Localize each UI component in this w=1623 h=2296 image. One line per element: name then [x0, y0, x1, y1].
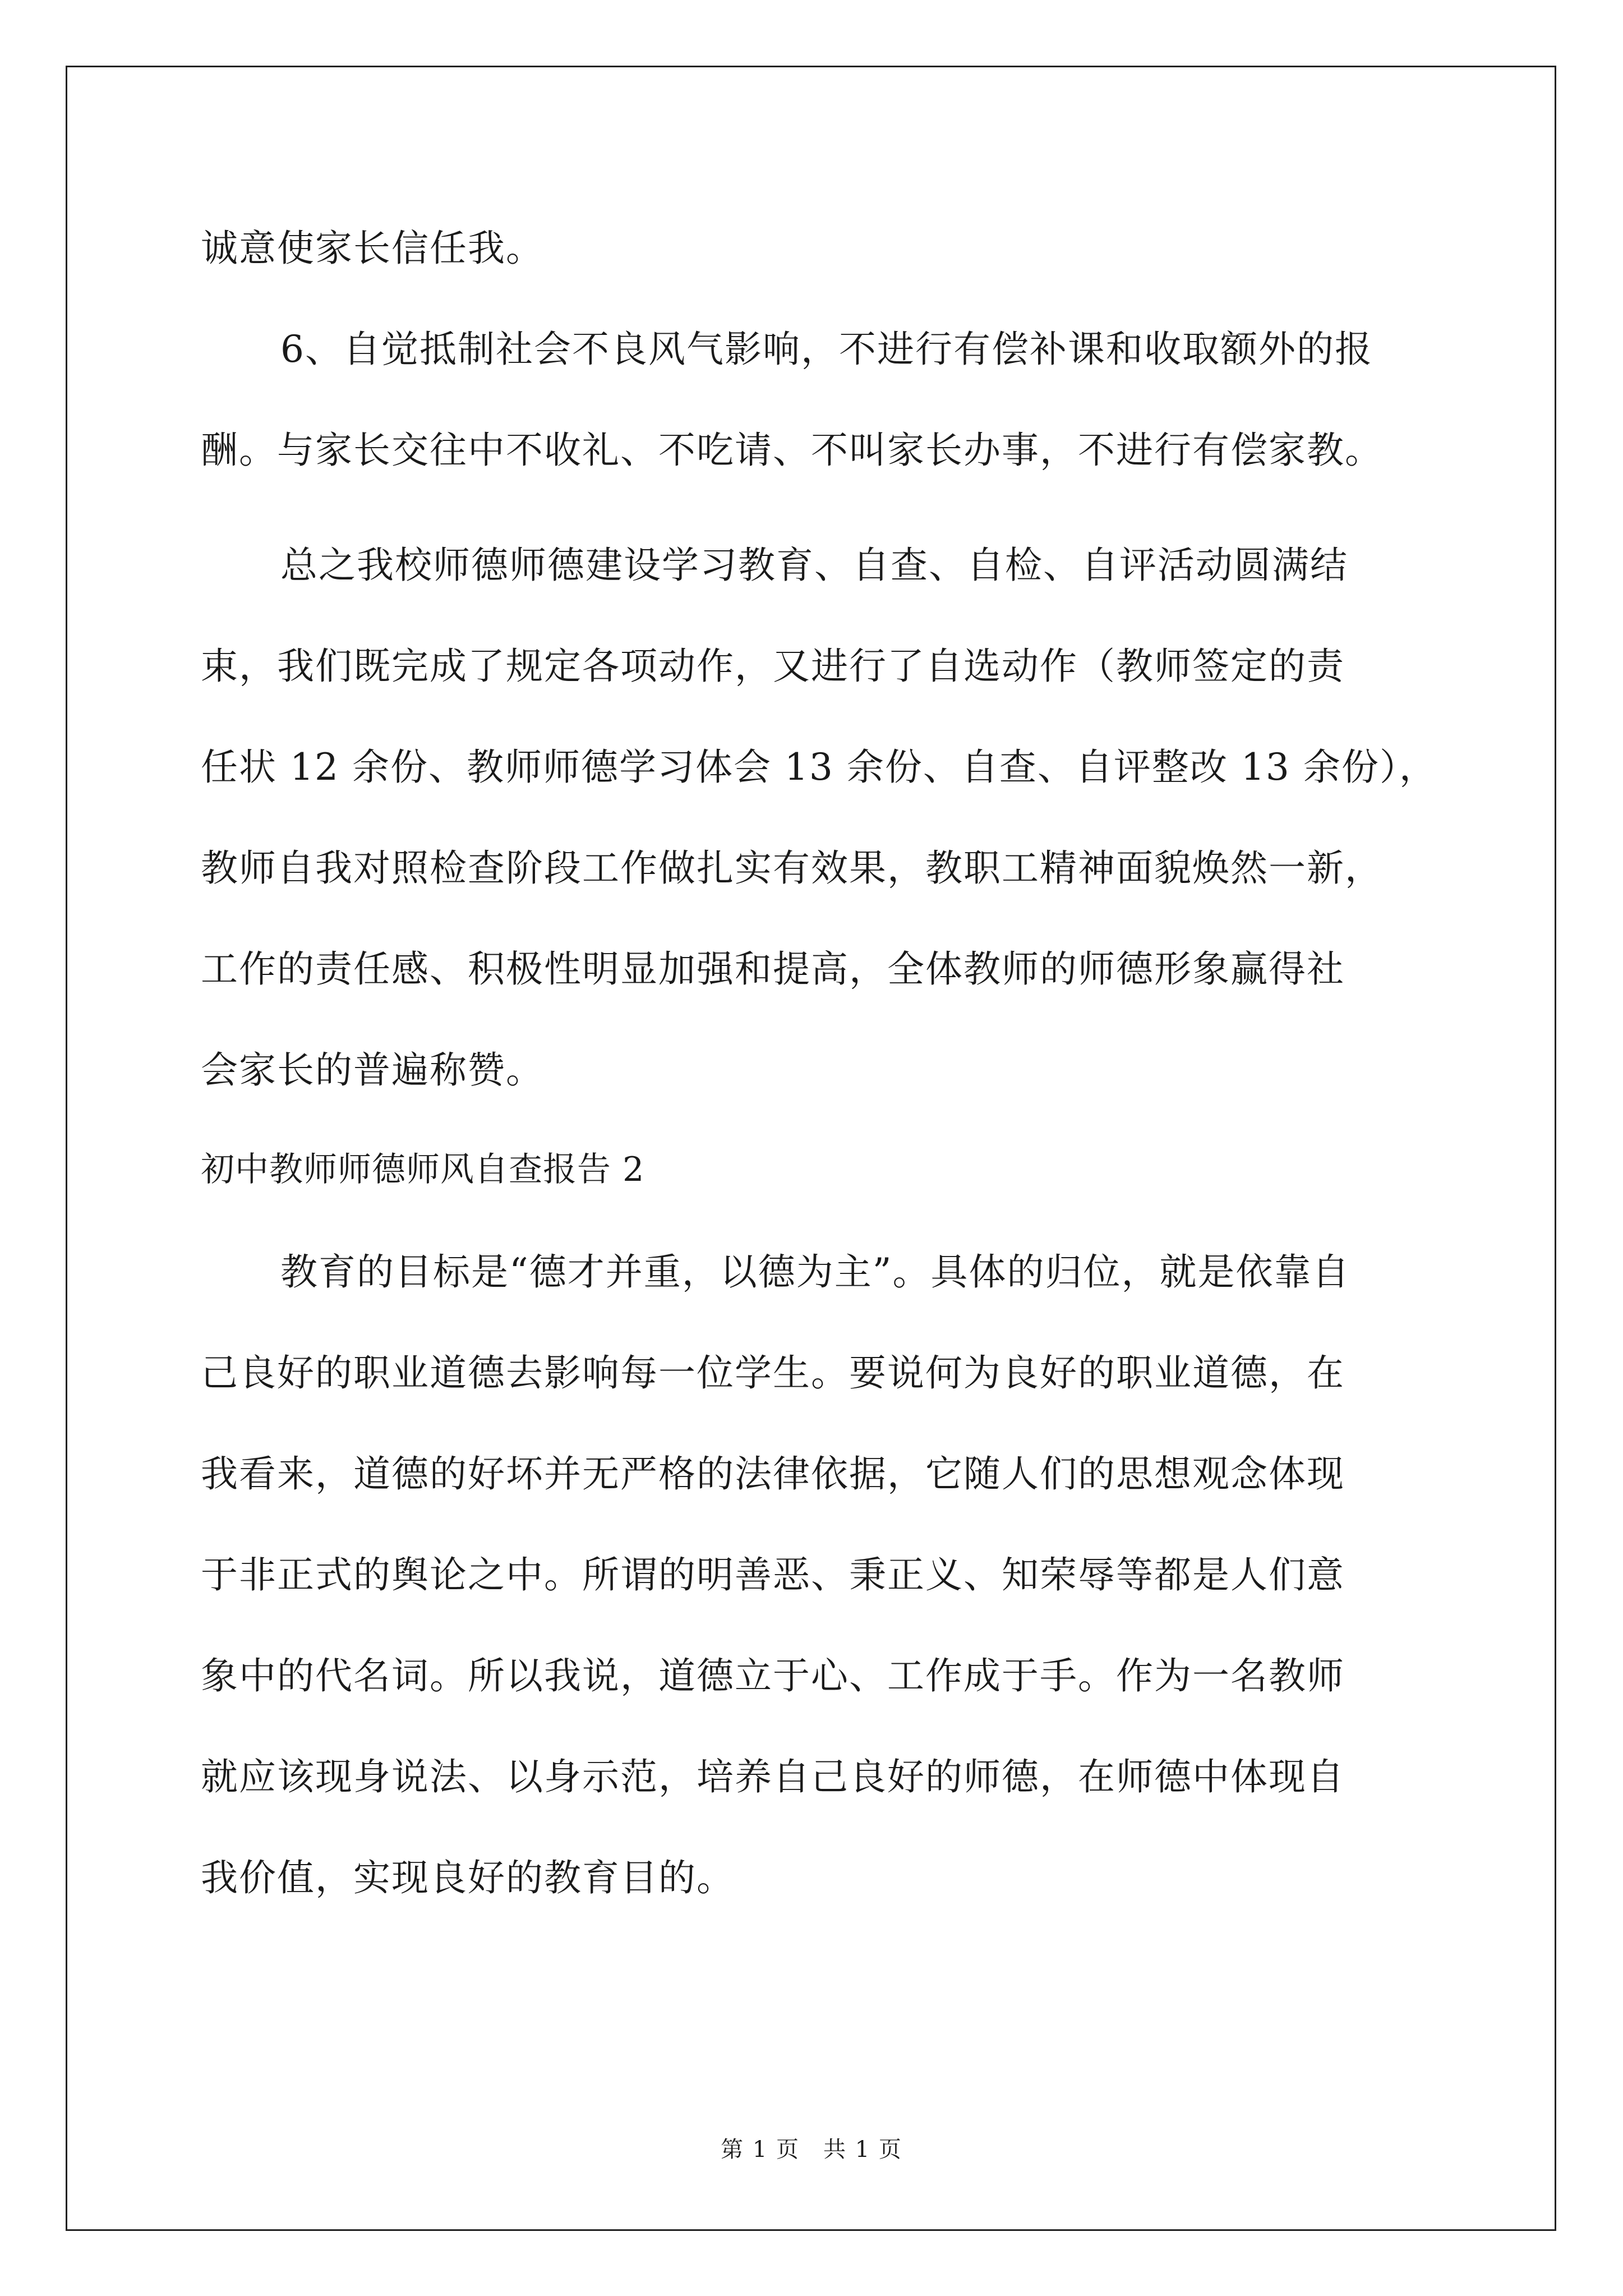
body-line-5: 束，我们既完成了规定各项动作，又进行了自选动作（教师签定的责: [201, 645, 1345, 688]
body-line-15: 象中的代名词。所以我说，道德立于心、工作成于手。作为一名教师: [201, 1654, 1345, 1697]
body-line-16: 就应该现身说法、以身示范，培养自己良好的师德，在师德中体现自: [201, 1755, 1345, 1798]
body-line-13: 我看来，道德的好坏并无严格的法律依据，它随人们的思想观念体现: [201, 1452, 1345, 1496]
body-line-7: 教师自我对照检查阶段工作做扎实有效果，教职工精神面貌焕然一新，: [201, 846, 1383, 890]
body-line-2: 6、自觉抵制社会不良风气影响，不进行有偿补课和收取额外的报: [280, 328, 1373, 371]
page-footer: 第 1 页 共 1 页: [721, 2137, 902, 2162]
body-line-3: 酬。与家长交往中不收礼、不吃请、不叫家长办事，不进行有偿家教。: [201, 429, 1383, 472]
body-line-17: 我价值，实现良好的教育目的。: [201, 1856, 735, 1899]
body-line-12: 己良好的职业道德去影响每一位学生。要说何为良好的职业道德，在: [201, 1351, 1345, 1395]
body-line-1: 诚意使家长信任我。: [201, 227, 544, 270]
body-line-9: 会家长的普遍称赞。: [201, 1048, 544, 1092]
body-line-6: 任状 12 余份、教师师德学习体会 13 余份、自查、自评整改 13 余份），: [201, 746, 1437, 789]
body-line-8: 工作的责任感、积极性明显加强和提高，全体教师的师德形象赢得社: [201, 947, 1345, 991]
section-heading: 初中教师师德师风自查报告 2: [201, 1150, 645, 1189]
body-line-11: 教育的目标是“德才并重，以德为主”。具体的归位，就是依靠自: [280, 1250, 1350, 1294]
page-border: [66, 66, 1556, 2231]
body-line-4: 总之我校师德师德建设学习教育、自查、自检、自评活动圆满结: [280, 544, 1348, 587]
body-line-14: 于非正式的舆论之中。所谓的明善恶、秉正义、知荣辱等都是人们意: [201, 1553, 1345, 1596]
